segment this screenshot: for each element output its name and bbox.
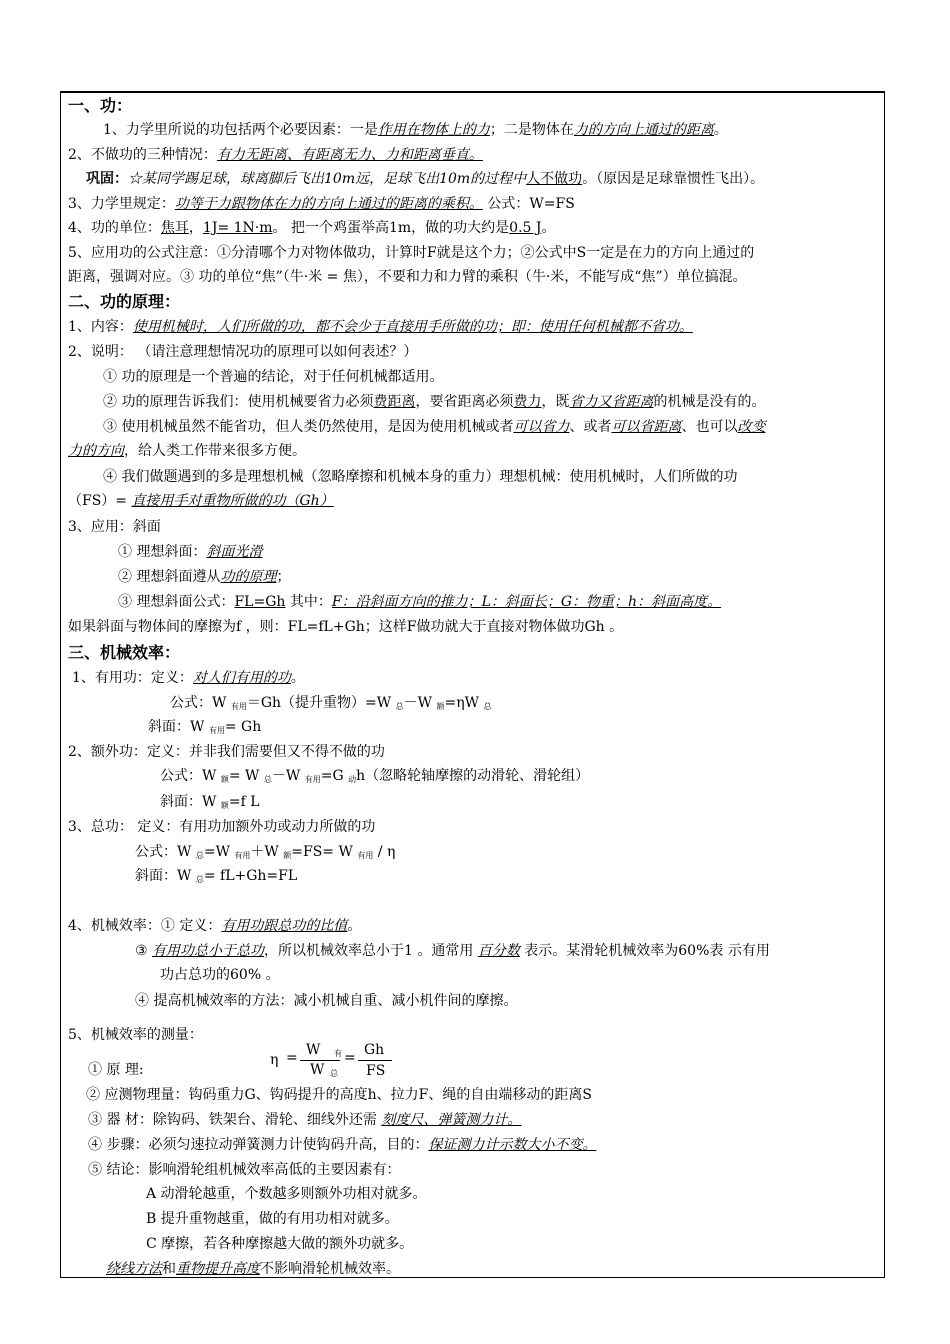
eta-symbol: η	[270, 1052, 279, 1068]
application-incline: 3、应用：斜面	[68, 519, 161, 535]
efficiency-note-3-cont: 功占总功的60% 。	[160, 967, 280, 983]
formula-notes-line-1: 5、应用功的公式注意：①分清哪个力对物体做功，计算时F就是这个力；②公式中S一定是在力的方向上通过的	[68, 245, 755, 261]
efficiency-def: 4、机械效率：① 定义：有用功跟总功的比值。	[68, 918, 362, 934]
principle-explain-line: 2、说明： （请注意理想情况功的原理可以如何表述？）	[68, 344, 418, 360]
work-unit-line: 4、功的单位：焦耳，1J= 1N·m。 把一个鸡蛋举高1m，做的功大约是0.5 J。	[68, 220, 556, 236]
measure-principle-label: ① 原 理:	[88, 1062, 144, 1078]
formula-notes-line-2: 距离，强调对应。③ 功的单位“焦”（牛·米 = 焦），不要和力和力臂的乘积（牛·米，不能写成“焦”）单位搞混。	[68, 269, 747, 285]
principle-note-3: ③ 使用机械虽然不能省功，但人类仍然使用，是因为使用机械或者可以省力、或者可以省距离、也可以改变	[103, 419, 766, 435]
principle-note-2: ② 功的原理告诉我们：使用机械要省力必须费距离，要省距离必须费力，既省力又省距离的机械是没有的。	[103, 394, 766, 410]
principle-content-line: 1、内容：使用机械时，人们所做的功，都不会少于直接用手所做的功；即：使用任何机械都不省功。	[68, 319, 693, 335]
conclusion-c: C 摩擦，若各种摩擦越大做的额外功就多。	[146, 1236, 414, 1252]
principle-note-4-cont: （FS）= 直接用手对重物所做的功（Gh）	[68, 493, 334, 509]
useful-work-formula: 公式：W $_{有用}$＝Gh（提升重物）=W $_总$－W $_额$=ηW $_总$	[170, 695, 492, 711]
efficiency-improve: ④ 提高机械效率的方法：减小机械自重、减小机件间的摩擦。	[135, 993, 518, 1009]
fraction-line-2	[358, 1060, 392, 1061]
equals-sign-1: =	[286, 1050, 298, 1066]
numerator-w: W	[306, 1042, 321, 1058]
total-work-incline: 斜面：W $_总$= fL+Gh=FL	[135, 868, 298, 884]
ideal-incline: ① 理想斜面：斜面光滑	[118, 544, 263, 560]
total-work-def: 3、总功： 定义：有用功加额外功或动力所做的功	[68, 819, 376, 835]
principle-note-3-cont: 力的方向，给人类工作带来很多方便。	[68, 443, 306, 459]
denominator-sub: 总	[330, 1069, 338, 1078]
extra-work-incline: 斜面：W $_额$=f L	[160, 794, 260, 810]
consolidation-line: 巩固：☆某同学踢足球，球离脚后飞出10m远，足球飞出10m的过程中人不做功。（原因是足球靠惯性飞出）。	[86, 171, 765, 187]
measure-equipment: ③ 器 材：除钩码、铁架台、滑轮、细线外还需 刻度尺、弹簧测力计。	[88, 1112, 522, 1128]
ideal-incline-formula: ③ 理想斜面公式：FL=Gh 其中：F：沿斜面方向的推力；L：斜面长；G：物重；h：斜面高度。	[118, 594, 722, 610]
measure-quantities: ② 应测物理量：钩码重力G、钩码提升的高度h、拉力F、绳的自由端移动的距离S	[86, 1087, 592, 1103]
extra-work-formula: 公式：W $_额$= W $_总$－W $_{有用}$=G $_动$h（忽略轮轴摩擦的动滑轮、滑轮组）	[160, 768, 590, 784]
efficiency-measure-title: 5、机械效率的测量：	[68, 1027, 203, 1043]
measure-steps: ④ 步骤：必须匀速拉动弹簧测力计使钩码升高，目的：保证测力计示数大小不变。	[88, 1137, 597, 1153]
no-work-cases-line: 2、不做功的三种情况：有力无距离、有距离无力、力和距离垂直。	[68, 147, 483, 163]
principle-note-4: ④ 我们做题遇到的多是理想机械（忽略摩擦和机械本身的重力）理想机械：使用机械时，人们所做的功	[103, 469, 738, 485]
total-work-formula: 公式：W $_总$=W $_{有用}$＋W $_额$=FS= W $_{有用}$ / η	[135, 844, 396, 860]
extra-work-def: 2、额外功：定义：并非我们需要但又不得不做的功	[68, 744, 385, 760]
section-title-efficiency: 三、机械效率：	[68, 643, 181, 662]
numerator-sub: 有	[334, 1049, 342, 1058]
equals-sign-2: =	[344, 1050, 356, 1066]
denominator-fs: FS	[366, 1063, 386, 1079]
section-title-principle: 二、功的原理：	[68, 292, 181, 311]
work-definition-line: 3、力学里规定：功等于力跟物体在力的方向上通过的距离的乘积。 公式：W=FS	[68, 196, 575, 212]
work-factors-line: 1、力学里所说的功包括两个必要因素：一是作用在物体上的力；二是物体在力的方向上通过的距离。	[103, 122, 728, 138]
conclusion-note: 绕线方法和重物提升高度不影响滑轮机械效率。	[106, 1261, 400, 1277]
efficiency-note-3: ③ 有用功总小于总功，所以机械效率总小于1 。通常用 百分数 表示。某滑轮机械效率为60%表 示有用	[135, 943, 770, 959]
useful-work-def: 1、有用功：定义：对人们有用的功。	[72, 670, 305, 686]
ideal-incline-principle: ② 理想斜面遵从功的原理；	[118, 569, 291, 585]
denominator-w: W	[310, 1062, 325, 1078]
incline-friction-line: 如果斜面与物体间的摩擦为f ，则：FL=fL+Gh；这样F做功就大于直接对物体做功Gh 。	[68, 619, 624, 635]
section-title-work: 一、功：	[68, 96, 133, 115]
useful-work-incline: 斜面：W $_{有用}$= Gh	[148, 719, 262, 735]
numerator-gh: Gh	[364, 1042, 385, 1058]
conclusion-b: B 提升重物越重，做的有用功相对就多。	[146, 1211, 399, 1227]
measure-conclusion: ⑤ 结论：影响滑轮组机械效率高低的主要因素有：	[88, 1162, 401, 1178]
fraction-line-1	[300, 1060, 340, 1061]
principle-note-1: ① 功的原理是一个普遍的结论，对于任何机械都适用。	[103, 369, 444, 385]
conclusion-a: A 动滑轮越重，个数越多则额外功相对就多。	[146, 1186, 427, 1202]
